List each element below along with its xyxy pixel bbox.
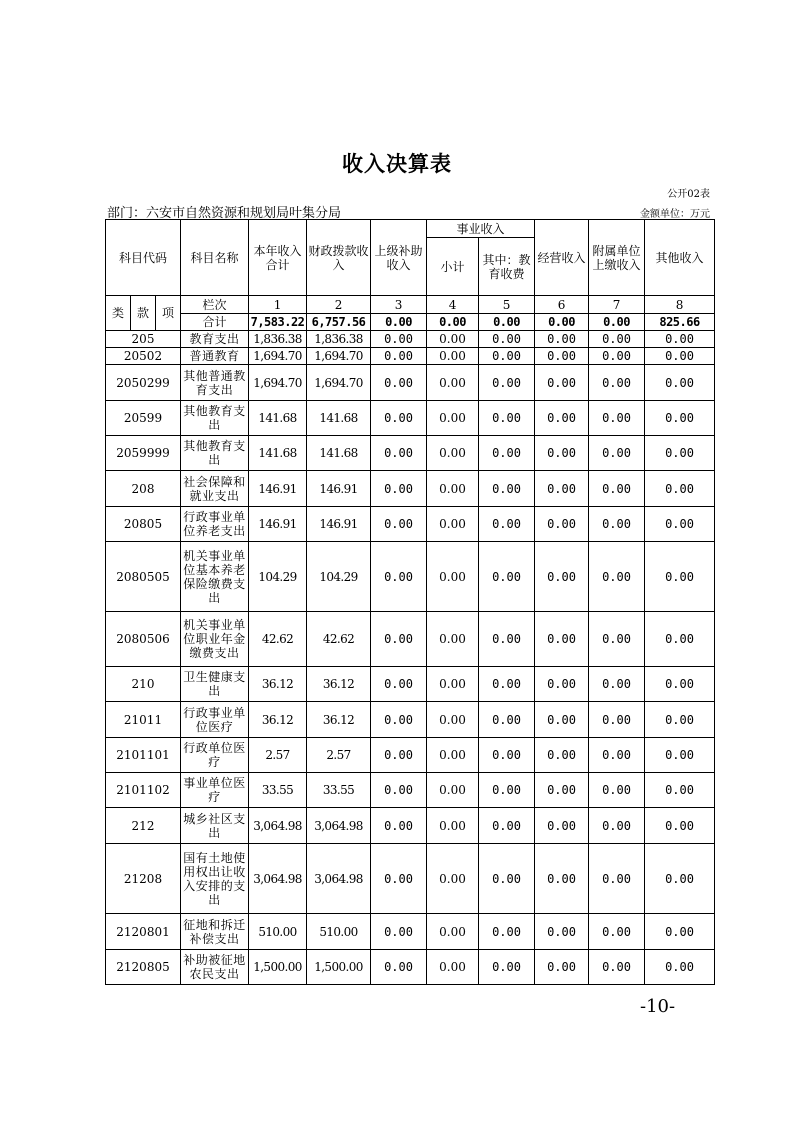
row-code: 20805 bbox=[106, 507, 181, 542]
row-code: 21208 bbox=[106, 844, 181, 914]
row-fiscal: 36.12 bbox=[307, 667, 371, 702]
row-code: 210 bbox=[106, 667, 181, 702]
row-other: 0.00 bbox=[645, 667, 715, 702]
row-total-income: 510.00 bbox=[249, 914, 307, 950]
row-operating: 0.00 bbox=[535, 612, 589, 667]
row-name: 城乡社区支出 bbox=[181, 808, 249, 844]
row-affiliated: 0.00 bbox=[589, 365, 645, 401]
row-name: 征地和拆迁补偿支出 bbox=[181, 914, 249, 950]
row-superior: 0.00 bbox=[371, 702, 427, 738]
row-total-income: 36.12 bbox=[249, 667, 307, 702]
row-code: 2101102 bbox=[106, 773, 181, 808]
page-title: 收入决算表 bbox=[342, 152, 452, 176]
page-number: -10- bbox=[640, 996, 676, 1017]
col-index-1: 1 bbox=[249, 296, 307, 314]
row-operating: 0.00 bbox=[535, 348, 589, 365]
row-fiscal: 146.91 bbox=[307, 471, 371, 507]
row-code: 2080506 bbox=[106, 612, 181, 667]
row-other: 0.00 bbox=[645, 702, 715, 738]
row-affiliated: 0.00 bbox=[589, 348, 645, 365]
row-superior: 0.00 bbox=[371, 542, 427, 612]
table-row bbox=[106, 612, 715, 667]
total-v7: 0.00 bbox=[589, 314, 645, 331]
row-name: 卫生健康支出 bbox=[181, 667, 249, 702]
row-name: 其他普通教育支出 bbox=[181, 365, 249, 401]
row-operating: 0.00 bbox=[535, 507, 589, 542]
table-row bbox=[106, 738, 715, 773]
row-other: 0.00 bbox=[645, 542, 715, 612]
row-edu-fee: 0.00 bbox=[479, 365, 535, 401]
row-name: 其他教育支出 bbox=[181, 436, 249, 471]
row-superior: 0.00 bbox=[371, 436, 427, 471]
row-other: 0.00 bbox=[645, 773, 715, 808]
row-affiliated: 0.00 bbox=[589, 844, 645, 914]
col-index-6: 6 bbox=[535, 296, 589, 314]
row-subtotal: 0.00 bbox=[427, 401, 479, 436]
row-fiscal: 141.68 bbox=[307, 401, 371, 436]
row-total-income: 1,694.70 bbox=[249, 348, 307, 365]
row-subtotal: 0.00 bbox=[427, 507, 479, 542]
table-row bbox=[106, 507, 715, 542]
total-v5: 0.00 bbox=[479, 314, 535, 331]
row-code: 205 bbox=[106, 331, 181, 348]
row-fiscal: 1,500.00 bbox=[307, 950, 371, 985]
row-fiscal: 1,694.70 bbox=[307, 365, 371, 401]
row-other: 0.00 bbox=[645, 348, 715, 365]
row-code: 212 bbox=[106, 808, 181, 844]
row-other: 0.00 bbox=[645, 612, 715, 667]
row-total-income: 3,064.98 bbox=[249, 844, 307, 914]
row-code: 2120801 bbox=[106, 914, 181, 950]
table-row bbox=[106, 950, 715, 985]
row-operating: 0.00 bbox=[535, 667, 589, 702]
row-total-income: 42.62 bbox=[249, 612, 307, 667]
row-code: 2120805 bbox=[106, 950, 181, 985]
row-edu-fee: 0.00 bbox=[479, 401, 535, 436]
table-row bbox=[106, 542, 715, 612]
row-operating: 0.00 bbox=[535, 331, 589, 348]
row-superior: 0.00 bbox=[371, 950, 427, 985]
row-affiliated: 0.00 bbox=[589, 507, 645, 542]
header-edu-fee: 其中：教育收费 bbox=[479, 238, 535, 296]
row-operating: 0.00 bbox=[535, 471, 589, 507]
row-edu-fee: 0.00 bbox=[479, 436, 535, 471]
total-v6: 0.00 bbox=[535, 314, 589, 331]
row-other: 0.00 bbox=[645, 471, 715, 507]
department-label: 部门：六安市自然资源和规划局叶集分局 bbox=[107, 206, 342, 221]
row-other: 0.00 bbox=[645, 401, 715, 436]
row-total-income: 1,694.70 bbox=[249, 365, 307, 401]
row-fiscal: 1,836.38 bbox=[307, 331, 371, 348]
table-row bbox=[106, 773, 715, 808]
row-subtotal: 0.00 bbox=[427, 471, 479, 507]
col-index-7: 7 bbox=[589, 296, 645, 314]
row-total-income: 146.91 bbox=[249, 507, 307, 542]
total-v3: 0.00 bbox=[371, 314, 427, 331]
table-row bbox=[106, 471, 715, 507]
row-operating: 0.00 bbox=[535, 773, 589, 808]
row-affiliated: 0.00 bbox=[589, 738, 645, 773]
row-name: 机关事业单位职业年金缴费支出 bbox=[181, 612, 249, 667]
row-other: 0.00 bbox=[645, 436, 715, 471]
row-affiliated: 0.00 bbox=[589, 401, 645, 436]
table-row bbox=[106, 331, 715, 348]
total-v4: 0.00 bbox=[427, 314, 479, 331]
row-subtotal: 0.00 bbox=[427, 738, 479, 773]
row-name: 社会保障和就业支出 bbox=[181, 471, 249, 507]
row-affiliated: 0.00 bbox=[589, 612, 645, 667]
row-total-income: 1,836.38 bbox=[249, 331, 307, 348]
row-subtotal: 0.00 bbox=[427, 773, 479, 808]
total-label: 合计 bbox=[181, 314, 249, 331]
table-row bbox=[106, 914, 715, 950]
row-affiliated: 0.00 bbox=[589, 436, 645, 471]
row-total-income: 146.91 bbox=[249, 471, 307, 507]
row-operating: 0.00 bbox=[535, 914, 589, 950]
row-operating: 0.00 bbox=[535, 365, 589, 401]
table-row bbox=[106, 667, 715, 702]
header-affiliated: 附属单位上缴收入 bbox=[589, 220, 645, 296]
row-edu-fee: 0.00 bbox=[479, 702, 535, 738]
row-operating: 0.00 bbox=[535, 808, 589, 844]
table-row bbox=[106, 365, 715, 401]
row-edu-fee: 0.00 bbox=[479, 773, 535, 808]
row-edu-fee: 0.00 bbox=[479, 471, 535, 507]
unit-label: 金额单位：万元 bbox=[640, 209, 710, 220]
row-edu-fee: 0.00 bbox=[479, 738, 535, 773]
row-edu-fee: 0.00 bbox=[479, 331, 535, 348]
row-superior: 0.00 bbox=[371, 365, 427, 401]
row-superior: 0.00 bbox=[371, 667, 427, 702]
row-name: 行政单位医疗 bbox=[181, 738, 249, 773]
row-name: 教育支出 bbox=[181, 331, 249, 348]
row-fiscal: 2.57 bbox=[307, 738, 371, 773]
row-other: 0.00 bbox=[645, 808, 715, 844]
row-other: 0.00 bbox=[645, 738, 715, 773]
row-affiliated: 0.00 bbox=[589, 667, 645, 702]
row-operating: 0.00 bbox=[535, 401, 589, 436]
row-total-income: 2.57 bbox=[249, 738, 307, 773]
row-superior: 0.00 bbox=[371, 612, 427, 667]
row-total-income: 1,500.00 bbox=[249, 950, 307, 985]
row-affiliated: 0.00 bbox=[589, 542, 645, 612]
header-subtotal: 小计 bbox=[427, 238, 479, 296]
row-name: 机关事业单位基本养老保险缴费支出 bbox=[181, 542, 249, 612]
row-superior: 0.00 bbox=[371, 507, 427, 542]
row-superior: 0.00 bbox=[371, 471, 427, 507]
row-total-income: 33.55 bbox=[249, 773, 307, 808]
col-index-4: 4 bbox=[427, 296, 479, 314]
income-table bbox=[105, 219, 715, 985]
row-affiliated: 0.00 bbox=[589, 950, 645, 985]
header-xiang: 项 bbox=[156, 296, 181, 331]
table-row bbox=[106, 348, 715, 365]
row-operating: 0.00 bbox=[535, 702, 589, 738]
row-subtotal: 0.00 bbox=[427, 950, 479, 985]
row-fiscal: 104.29 bbox=[307, 542, 371, 612]
row-name: 行政事业单位养老支出 bbox=[181, 507, 249, 542]
header-other: 其他收入 bbox=[645, 220, 715, 296]
header-lei: 类 bbox=[106, 296, 131, 331]
row-superior: 0.00 bbox=[371, 914, 427, 950]
row-subtotal: 0.00 bbox=[427, 436, 479, 471]
row-fiscal: 141.68 bbox=[307, 436, 371, 471]
row-superior: 0.00 bbox=[371, 331, 427, 348]
row-total-income: 141.68 bbox=[249, 401, 307, 436]
row-edu-fee: 0.00 bbox=[479, 612, 535, 667]
total-v8: 825.66 bbox=[645, 314, 715, 331]
row-code: 2101101 bbox=[106, 738, 181, 773]
row-other: 0.00 bbox=[645, 914, 715, 950]
row-code: 20599 bbox=[106, 401, 181, 436]
row-name: 其他教育支出 bbox=[181, 401, 249, 436]
total-v1: 7,583.22 bbox=[249, 314, 307, 331]
row-subtotal: 0.00 bbox=[427, 612, 479, 667]
row-name: 行政事业单位医疗 bbox=[181, 702, 249, 738]
row-name: 国有土地使用权出让收入安排的支出 bbox=[181, 844, 249, 914]
row-fiscal: 3,064.98 bbox=[307, 844, 371, 914]
row-code: 2080505 bbox=[106, 542, 181, 612]
row-superior: 0.00 bbox=[371, 738, 427, 773]
row-fiscal: 1,694.70 bbox=[307, 348, 371, 365]
row-subtotal: 0.00 bbox=[427, 348, 479, 365]
row-fiscal: 36.12 bbox=[307, 702, 371, 738]
row-name: 普通教育 bbox=[181, 348, 249, 365]
header-lanci: 栏次 bbox=[181, 296, 249, 314]
col-index-8: 8 bbox=[645, 296, 715, 314]
row-operating: 0.00 bbox=[535, 738, 589, 773]
row-edu-fee: 0.00 bbox=[479, 507, 535, 542]
row-other: 0.00 bbox=[645, 507, 715, 542]
row-subtotal: 0.00 bbox=[427, 844, 479, 914]
table-row bbox=[106, 436, 715, 471]
table-row bbox=[106, 401, 715, 436]
row-code: 2050299 bbox=[106, 365, 181, 401]
row-affiliated: 0.00 bbox=[589, 702, 645, 738]
row-superior: 0.00 bbox=[371, 773, 427, 808]
row-fiscal: 33.55 bbox=[307, 773, 371, 808]
row-subtotal: 0.00 bbox=[427, 808, 479, 844]
header-superior: 上级补助收入 bbox=[371, 220, 427, 296]
total-v2: 6,757.56 bbox=[307, 314, 371, 331]
row-code: 21011 bbox=[106, 702, 181, 738]
row-subtotal: 0.00 bbox=[427, 702, 479, 738]
row-other: 0.00 bbox=[645, 844, 715, 914]
row-fiscal: 510.00 bbox=[307, 914, 371, 950]
header-kuan: 款 bbox=[131, 296, 156, 331]
row-subtotal: 0.00 bbox=[427, 667, 479, 702]
row-edu-fee: 0.00 bbox=[479, 667, 535, 702]
header-operating: 经营收入 bbox=[535, 220, 589, 296]
row-subtotal: 0.00 bbox=[427, 365, 479, 401]
row-other: 0.00 bbox=[645, 365, 715, 401]
header-code: 科目代码 bbox=[106, 220, 181, 296]
col-index-3: 3 bbox=[371, 296, 427, 314]
row-operating: 0.00 bbox=[535, 844, 589, 914]
row-superior: 0.00 bbox=[371, 348, 427, 365]
row-subtotal: 0.00 bbox=[427, 542, 479, 612]
row-edu-fee: 0.00 bbox=[479, 808, 535, 844]
col-index-5: 5 bbox=[479, 296, 535, 314]
header-name: 科目名称 bbox=[181, 220, 249, 296]
header-business: 事业收入 bbox=[427, 220, 535, 238]
row-affiliated: 0.00 bbox=[589, 808, 645, 844]
row-edu-fee: 0.00 bbox=[479, 914, 535, 950]
row-affiliated: 0.00 bbox=[589, 331, 645, 348]
row-edu-fee: 0.00 bbox=[479, 542, 535, 612]
row-total-income: 104.29 bbox=[249, 542, 307, 612]
table-row bbox=[106, 844, 715, 914]
row-edu-fee: 0.00 bbox=[479, 950, 535, 985]
row-superior: 0.00 bbox=[371, 401, 427, 436]
row-superior: 0.00 bbox=[371, 844, 427, 914]
row-total-income: 141.68 bbox=[249, 436, 307, 471]
row-subtotal: 0.00 bbox=[427, 914, 479, 950]
row-fiscal: 146.91 bbox=[307, 507, 371, 542]
row-code: 2059999 bbox=[106, 436, 181, 471]
row-operating: 0.00 bbox=[535, 542, 589, 612]
total-row bbox=[106, 314, 715, 331]
row-fiscal: 3,064.98 bbox=[307, 808, 371, 844]
row-total-income: 3,064.98 bbox=[249, 808, 307, 844]
row-other: 0.00 bbox=[645, 950, 715, 985]
row-superior: 0.00 bbox=[371, 808, 427, 844]
header-total-income: 本年收入合计 bbox=[249, 220, 307, 296]
form-code: 公开02表 bbox=[667, 189, 710, 200]
col-index-2: 2 bbox=[307, 296, 371, 314]
row-total-income: 36.12 bbox=[249, 702, 307, 738]
row-edu-fee: 0.00 bbox=[479, 348, 535, 365]
table-row bbox=[106, 808, 715, 844]
row-operating: 0.00 bbox=[535, 950, 589, 985]
header-fiscal: 财政拨款收入 bbox=[307, 220, 371, 296]
row-affiliated: 0.00 bbox=[589, 471, 645, 507]
row-affiliated: 0.00 bbox=[589, 914, 645, 950]
row-other: 0.00 bbox=[645, 331, 715, 348]
row-fiscal: 42.62 bbox=[307, 612, 371, 667]
row-name: 补助被征地农民支出 bbox=[181, 950, 249, 985]
row-subtotal: 0.00 bbox=[427, 331, 479, 348]
row-code: 208 bbox=[106, 471, 181, 507]
row-operating: 0.00 bbox=[535, 436, 589, 471]
row-edu-fee: 0.00 bbox=[479, 844, 535, 914]
table-row bbox=[106, 702, 715, 738]
row-affiliated: 0.00 bbox=[589, 773, 645, 808]
row-code: 20502 bbox=[106, 348, 181, 365]
row-name: 事业单位医疗 bbox=[181, 773, 249, 808]
